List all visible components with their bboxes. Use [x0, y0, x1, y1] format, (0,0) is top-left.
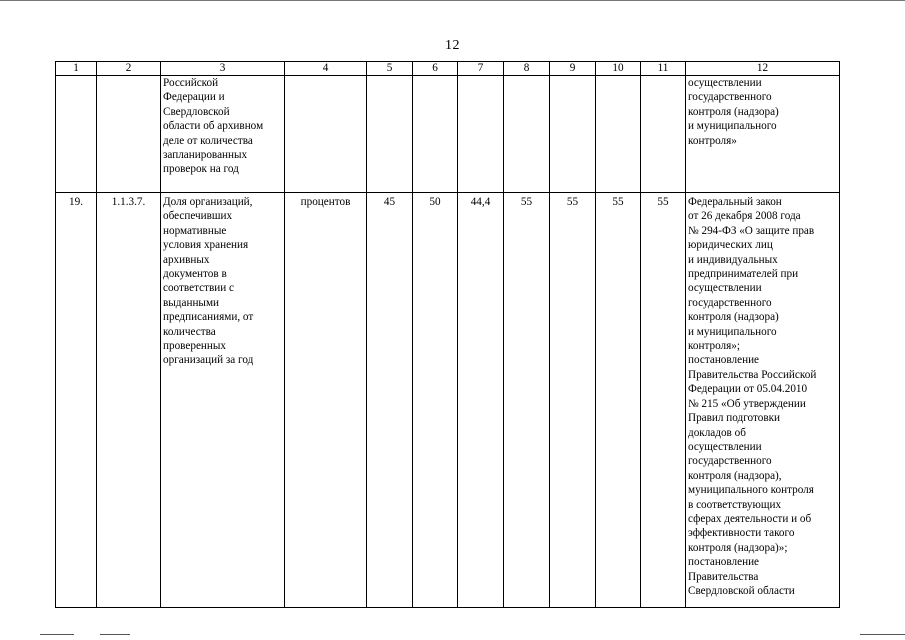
value-col-5	[367, 76, 413, 193]
row-code	[97, 76, 161, 193]
column-header: 12	[686, 62, 840, 76]
value-col-10	[596, 76, 641, 193]
column-header: 10	[596, 62, 641, 76]
value-col-9	[550, 76, 596, 193]
column-header: 1	[56, 62, 97, 76]
row-number	[56, 76, 97, 193]
column-header: 7	[458, 62, 504, 76]
table-row	[56, 193, 840, 608]
column-header: 3	[161, 62, 285, 76]
unit-of-measure: процентов	[285, 193, 367, 608]
column-header: 8	[504, 62, 550, 76]
value-col-5: 45	[367, 193, 413, 608]
column-header: 9	[550, 62, 596, 76]
unit-of-measure	[285, 76, 367, 193]
value-col-9: 55	[550, 193, 596, 608]
scan-mark-mid	[100, 634, 130, 635]
row-code: 1.1.3.7.	[97, 193, 161, 608]
value-col-6	[413, 76, 458, 193]
column-header: 11	[641, 62, 686, 76]
value-col-6: 50	[413, 193, 458, 608]
value-col-10: 55	[596, 193, 641, 608]
scan-mark-right	[860, 634, 905, 635]
indicator-name: Доля организаций, обеспечивших нормативные условия хранения архивных документов в соответствии с выданными предписаниями, от количества проверенных организаций за год	[161, 193, 285, 608]
column-header: 4	[285, 62, 367, 76]
column-header: 5	[367, 62, 413, 76]
source-document: осуществлении государственного контроля (надзора) и муниципального контроля»	[686, 76, 840, 193]
column-number-row	[56, 62, 840, 76]
indicators-table	[55, 61, 840, 608]
value-col-11: 55	[641, 193, 686, 608]
row-number: 19.	[56, 193, 97, 608]
value-col-11	[641, 76, 686, 193]
indicator-name: Российской Федерации и Свердловской области об архивном деле от количества запланированных проверок на год	[161, 76, 285, 193]
source-document: Федеральный закон от 26 декабря 2008 года № 294-ФЗ «О защите прав юридических лиц и индивидуальных предпринимателей при осуществлении государственного контроля (надзора) и муниципального контроля»; постановление Правительства Российской Федерации от 05.04.2010 № 215 «Об утверждении Правил подготовки докладов об осуществлении государственного контроля (надзора), муниципального контроля в соответствующих сферах деятельности и об эффективности такого контроля (надзора)»; постановление Правительства Свердловской области	[686, 193, 840, 608]
value-col-7: 44,4	[458, 193, 504, 608]
column-header: 6	[413, 62, 458, 76]
page-number: 12	[445, 38, 460, 53]
scan-mark-left	[40, 634, 74, 635]
scan-top-edge	[0, 0, 905, 1]
value-col-8	[504, 76, 550, 193]
table-row	[56, 76, 840, 193]
value-col-8: 55	[504, 193, 550, 608]
column-header: 2	[97, 62, 161, 76]
value-col-7	[458, 76, 504, 193]
